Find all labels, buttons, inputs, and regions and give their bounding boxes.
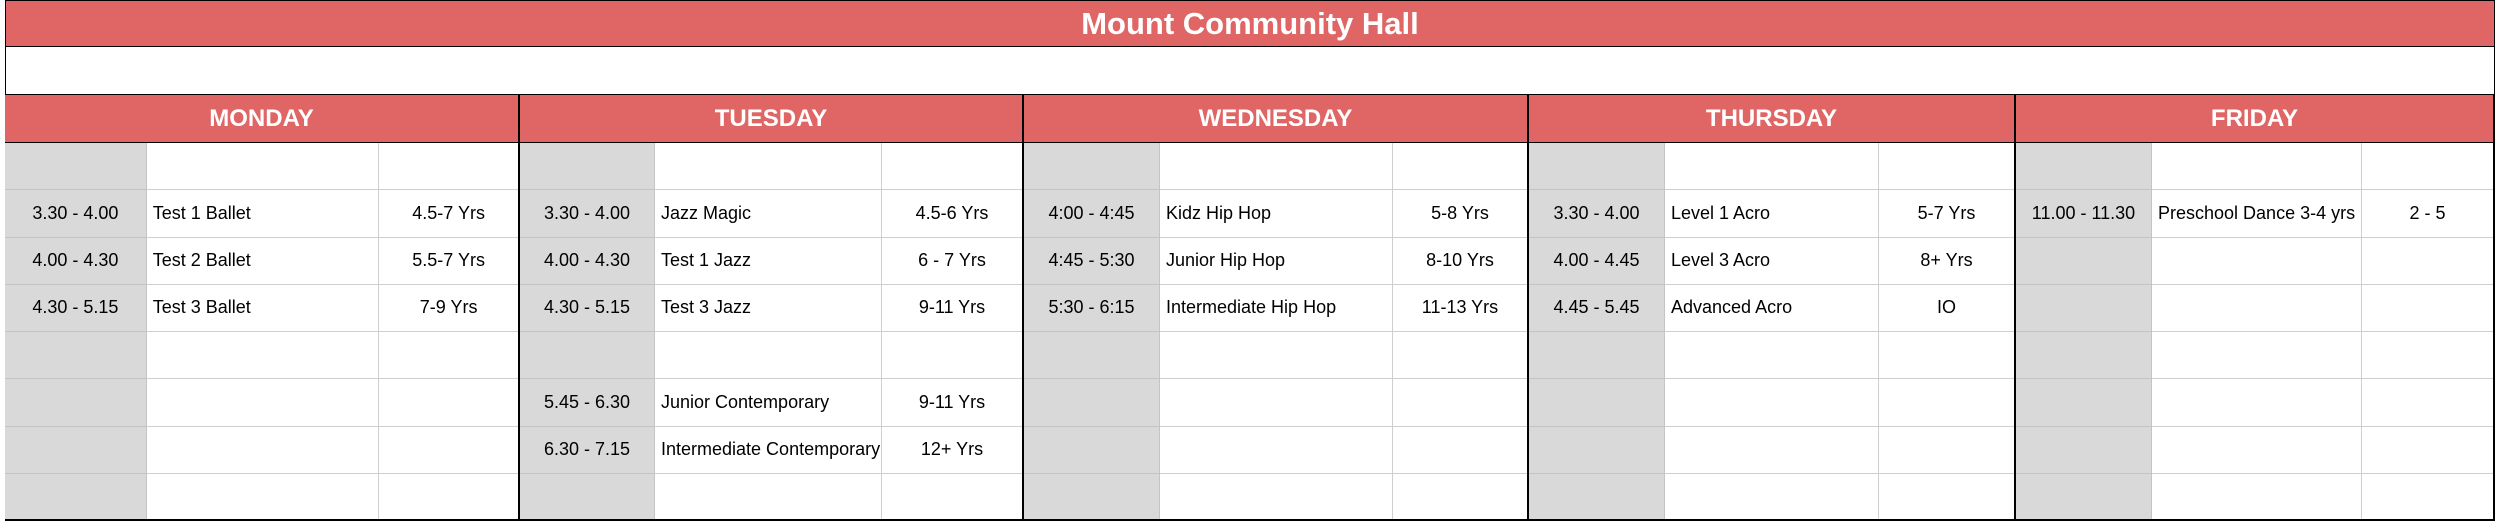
age-cell[interactable] [379, 474, 518, 521]
time-cell[interactable]: 4.00 - 4.30 [5, 238, 147, 285]
day-grid [2016, 143, 2493, 521]
age-cell[interactable] [1393, 427, 1527, 474]
day-column-wednesday [1024, 95, 1529, 521]
class-cell[interactable]: Test 1 Ballet [147, 190, 380, 237]
time-cell[interactable] [1529, 332, 1665, 379]
time-cell[interactable] [2016, 285, 2152, 332]
time-column [5, 143, 147, 521]
class-cell[interactable]: Junior Hip Hop [1160, 238, 1393, 285]
age-cell[interactable] [1879, 427, 2014, 474]
time-cell[interactable]: 11.00 - 11.30 [2016, 190, 2152, 237]
time-cell[interactable] [2016, 379, 2152, 426]
class-cell[interactable] [1665, 427, 1879, 474]
age-cell[interactable]: 9-11 Yrs [882, 285, 1022, 332]
age-cell[interactable] [379, 332, 518, 379]
time-cell[interactable] [520, 143, 655, 190]
time-cell[interactable] [5, 474, 147, 521]
time-cell[interactable] [1024, 379, 1160, 426]
time-cell[interactable] [2016, 332, 2152, 379]
age-cell[interactable] [1393, 332, 1527, 379]
class-column [1160, 143, 1393, 521]
age-cell[interactable]: 11-13 Yrs [1393, 285, 1527, 332]
time-cell[interactable]: 4.45 - 5.45 [1529, 285, 1665, 332]
class-cell[interactable]: Jazz Magic [655, 190, 882, 237]
day-header-friday: FRIDAY [2016, 95, 2493, 143]
time-cell[interactable] [2016, 427, 2152, 474]
class-cell[interactable] [2152, 427, 2362, 474]
class-column [1665, 143, 1879, 521]
day-column-friday [2016, 95, 2495, 521]
age-column [379, 143, 518, 521]
time-cell[interactable] [520, 474, 655, 521]
age-column [882, 143, 1022, 521]
time-cell[interactable] [2016, 143, 2152, 190]
age-cell[interactable] [1879, 143, 2014, 190]
day-header-wednesday: WEDNESDAY [1024, 95, 1527, 143]
time-column [1024, 143, 1160, 521]
age-cell[interactable] [882, 474, 1022, 521]
age-cell[interactable]: 9-11 Yrs [882, 379, 1022, 426]
class-column [2152, 143, 2362, 521]
class-cell[interactable] [655, 332, 882, 379]
age-cell[interactable]: 8+ Yrs [1879, 238, 2014, 285]
class-cell[interactable]: Preschool Dance 3-4 yrs [2152, 190, 2362, 237]
class-cell[interactable] [655, 474, 882, 521]
age-cell[interactable]: 6 - 7 Yrs [882, 238, 1022, 285]
class-cell[interactable] [655, 143, 882, 190]
time-cell[interactable]: 4.30 - 5.15 [520, 285, 655, 332]
day-header-tuesday: TUESDAY [520, 95, 1022, 143]
age-cell[interactable] [2362, 285, 2493, 332]
timetable-sheet [5, 0, 2495, 521]
day-grid [1024, 143, 1527, 521]
day-grid [1529, 143, 2014, 521]
age-cell[interactable]: 5-8 Yrs [1393, 190, 1527, 237]
age-cell[interactable] [882, 332, 1022, 379]
time-cell[interactable] [1024, 143, 1160, 190]
time-column [520, 143, 655, 521]
blank-row[interactable] [5, 47, 2495, 95]
class-cell[interactable] [2152, 379, 2362, 426]
class-cell[interactable] [1665, 474, 1879, 521]
class-column [655, 143, 882, 521]
time-cell[interactable] [5, 427, 147, 474]
age-cell[interactable] [2362, 143, 2493, 190]
time-cell[interactable] [1024, 332, 1160, 379]
time-cell[interactable] [5, 143, 147, 190]
class-cell[interactable]: Advanced Acro [1665, 285, 1879, 332]
age-cell[interactable] [1393, 379, 1527, 426]
day-grid [520, 143, 1022, 521]
time-cell[interactable] [1024, 474, 1160, 521]
age-column [1879, 143, 2014, 521]
age-cell[interactable]: 5.5-7 Yrs [379, 238, 518, 285]
time-cell[interactable] [520, 332, 655, 379]
time-cell[interactable] [1529, 143, 1665, 190]
age-cell[interactable]: 5-7 Yrs [1879, 190, 2014, 237]
class-cell[interactable] [1160, 379, 1393, 426]
class-cell[interactable] [147, 332, 380, 379]
class-cell[interactable]: Intermediate Hip Hop [1160, 285, 1393, 332]
age-cell[interactable] [1879, 332, 2014, 379]
class-cell[interactable]: Test 2 Ballet [147, 238, 380, 285]
class-cell[interactable] [2152, 474, 2362, 521]
class-cell[interactable]: Test 3 Jazz [655, 285, 882, 332]
time-cell[interactable] [5, 379, 147, 426]
age-cell[interactable] [1393, 143, 1527, 190]
class-cell[interactable] [1665, 379, 1879, 426]
age-cell[interactable] [882, 143, 1022, 190]
age-cell[interactable] [2362, 474, 2493, 521]
day-column-monday [5, 95, 520, 521]
day-column-tuesday [520, 95, 1024, 521]
class-cell[interactable]: Junior Contemporary [655, 379, 882, 426]
class-cell[interactable] [147, 427, 380, 474]
time-cell[interactable]: 5:30 - 6:15 [1024, 285, 1160, 332]
age-cell[interactable] [2362, 427, 2493, 474]
time-cell[interactable]: 3.30 - 4.00 [5, 190, 147, 237]
class-cell[interactable] [147, 474, 380, 521]
time-cell[interactable] [1529, 427, 1665, 474]
age-cell[interactable] [2362, 238, 2493, 285]
time-cell[interactable]: 6.30 - 7.15 [520, 427, 655, 474]
age-cell[interactable] [379, 379, 518, 426]
class-cell[interactable]: Kidz Hip Hop [1160, 190, 1393, 237]
time-cell[interactable]: 3.30 - 4.00 [1529, 190, 1665, 237]
time-cell[interactable]: 4:45 - 5:30 [1024, 238, 1160, 285]
age-cell[interactable]: 7-9 Yrs [379, 285, 518, 332]
class-cell[interactable] [1160, 427, 1393, 474]
class-cell[interactable]: Test 1 Jazz [655, 238, 882, 285]
time-cell[interactable]: 4:00 - 4:45 [1024, 190, 1160, 237]
class-cell[interactable] [1160, 143, 1393, 190]
time-cell[interactable]: 4.00 - 4.45 [1529, 238, 1665, 285]
class-cell[interactable] [2152, 238, 2362, 285]
class-cell[interactable] [1665, 143, 1879, 190]
time-cell[interactable]: 4.30 - 5.15 [5, 285, 147, 332]
age-cell[interactable] [379, 427, 518, 474]
class-cell[interactable]: Level 3 Acro [1665, 238, 1879, 285]
class-cell[interactable] [147, 379, 380, 426]
class-cell[interactable] [1160, 474, 1393, 521]
time-cell[interactable]: 3.30 - 4.00 [520, 190, 655, 237]
age-cell[interactable] [379, 143, 518, 190]
class-column [147, 143, 380, 521]
time-cell[interactable]: 5.45 - 6.30 [520, 379, 655, 426]
class-cell[interactable] [2152, 285, 2362, 332]
age-cell[interactable]: 4.5-7 Yrs [379, 190, 518, 237]
age-cell[interactable]: 2 - 5 [2362, 190, 2493, 237]
day-grid [5, 143, 518, 521]
time-cell[interactable] [2016, 474, 2152, 521]
class-cell[interactable] [1160, 332, 1393, 379]
time-cell[interactable] [5, 332, 147, 379]
class-cell[interactable] [2152, 143, 2362, 190]
time-cell[interactable]: 4.00 - 4.30 [520, 238, 655, 285]
class-cell[interactable] [2152, 332, 2362, 379]
day-column-thursday [1529, 95, 2016, 521]
age-column [2362, 143, 2493, 521]
time-cell[interactable] [1529, 474, 1665, 521]
time-cell[interactable] [2016, 238, 2152, 285]
class-cell[interactable]: Level 1 Acro [1665, 190, 1879, 237]
age-cell[interactable]: 8-10 Yrs [1393, 238, 1527, 285]
time-column [1529, 143, 1665, 521]
age-cell[interactable] [2362, 332, 2493, 379]
age-cell[interactable] [1879, 474, 2014, 521]
class-cell[interactable]: Test 3 Ballet [147, 285, 380, 332]
class-cell[interactable]: Intermediate Contemporary [655, 427, 882, 474]
age-cell[interactable]: 4.5-6 Yrs [882, 190, 1022, 237]
age-cell[interactable]: 12+ Yrs [882, 427, 1022, 474]
age-cell[interactable]: IO [1879, 285, 2014, 332]
age-cell[interactable] [1393, 474, 1527, 521]
time-cell[interactable] [1529, 379, 1665, 426]
time-column [2016, 143, 2152, 521]
age-cell[interactable] [1879, 379, 2014, 426]
age-column [1393, 143, 1527, 521]
class-cell[interactable] [147, 143, 380, 190]
day-header-thursday: THURSDAY [1529, 95, 2014, 143]
sheet-title: Mount Community Hall [5, 0, 2495, 47]
time-cell[interactable] [1024, 427, 1160, 474]
day-header-monday: MONDAY [5, 95, 518, 143]
class-cell[interactable] [1665, 332, 1879, 379]
age-cell[interactable] [2362, 379, 2493, 426]
